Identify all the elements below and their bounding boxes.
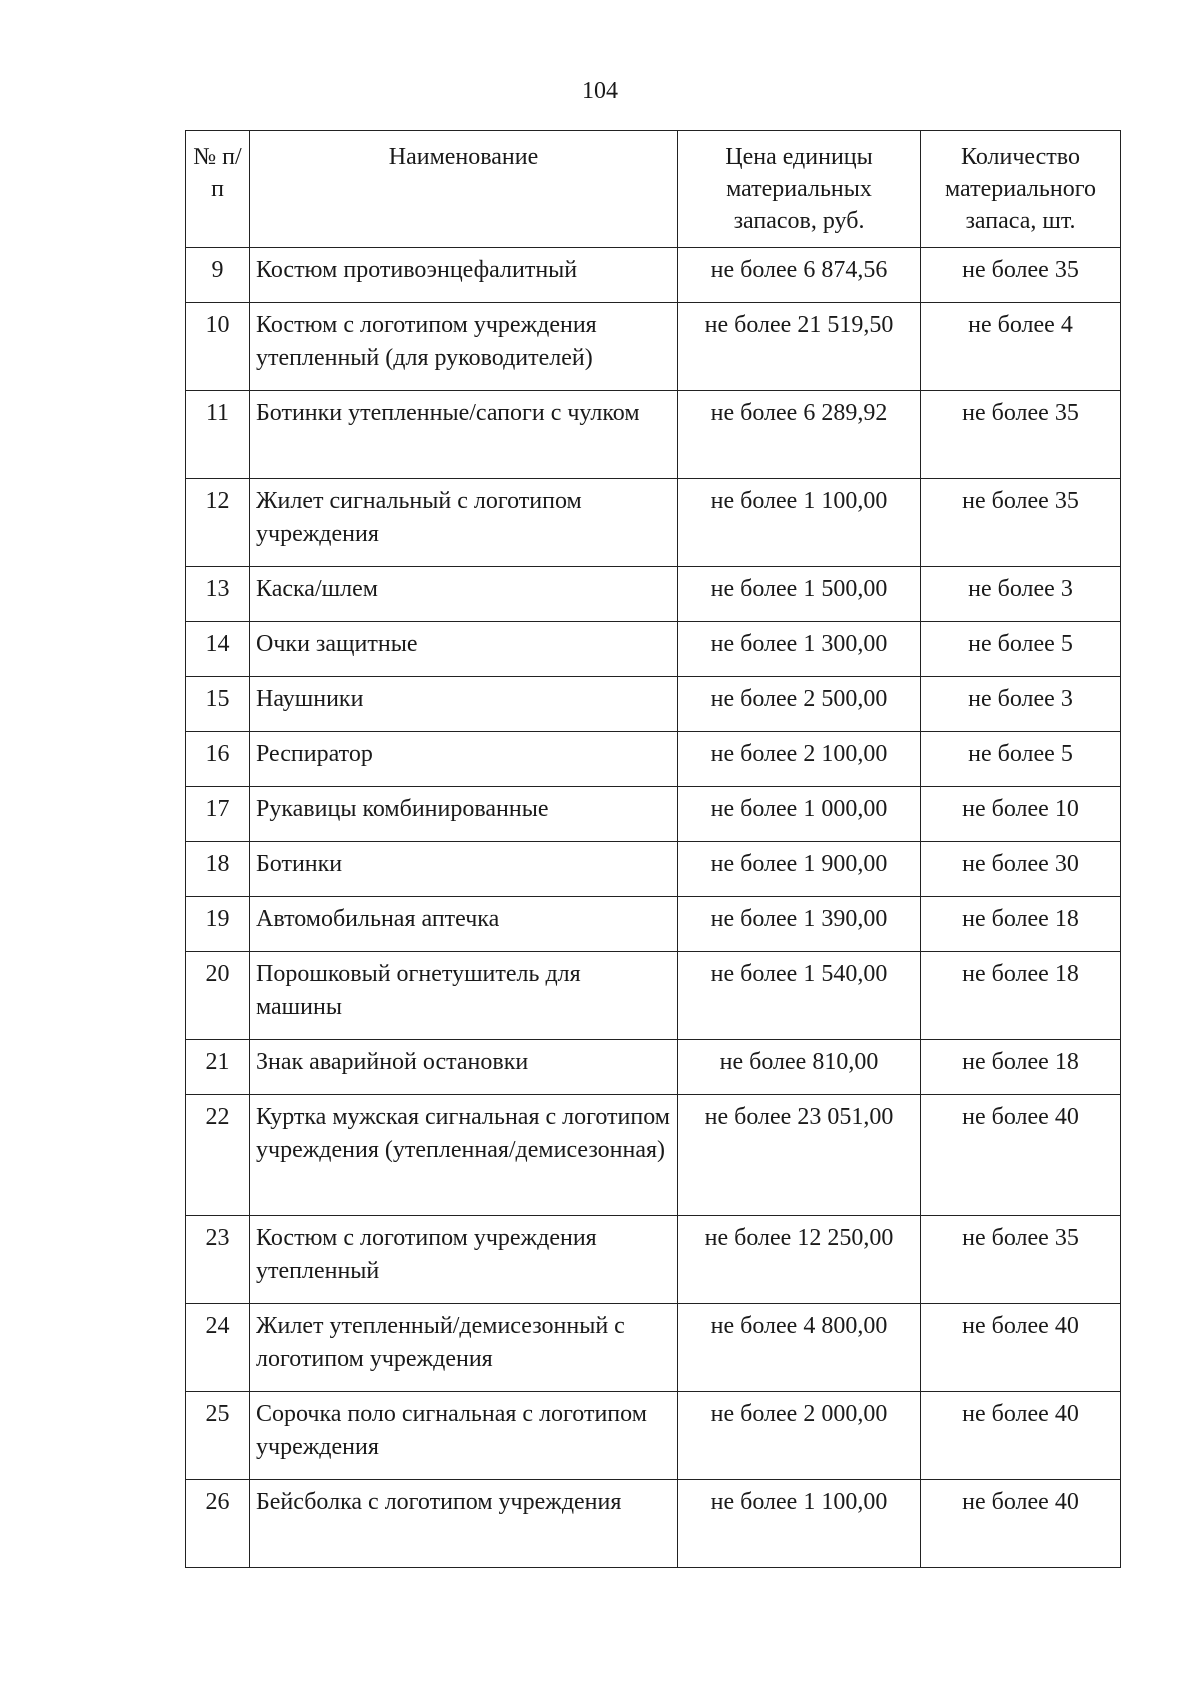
row-num: 24	[186, 1304, 250, 1392]
row-qty: не более 10	[921, 787, 1121, 842]
row-name: Наушники	[250, 677, 678, 732]
table-row	[186, 842, 1121, 897]
row-qty: не более 40	[921, 1392, 1121, 1480]
row-price: не более 12 250,00	[678, 1216, 921, 1304]
row-num: 17	[186, 787, 250, 842]
row-num: 13	[186, 567, 250, 622]
row-name: Автомобильная аптечка	[250, 897, 678, 952]
row-price: не более 4 800,00	[678, 1304, 921, 1392]
row-price: не более 1 100,00	[678, 479, 921, 567]
table-row	[186, 479, 1121, 567]
row-qty: не более 40	[921, 1480, 1121, 1568]
row-num: 15	[186, 677, 250, 732]
row-num: 14	[186, 622, 250, 677]
row-qty: не более 5	[921, 622, 1121, 677]
header-name: Наименование	[250, 131, 678, 248]
row-name: Рукавицы комбинированные	[250, 787, 678, 842]
table-row	[186, 1304, 1121, 1392]
row-price: не более 2 500,00	[678, 677, 921, 732]
row-num: 18	[186, 842, 250, 897]
row-qty: не более 35	[921, 391, 1121, 479]
header-num: № п/п	[186, 131, 250, 248]
row-num: 10	[186, 303, 250, 391]
row-num: 25	[186, 1392, 250, 1480]
table-header-row	[186, 131, 1121, 248]
row-qty: не более 18	[921, 1040, 1121, 1095]
row-qty: не более 3	[921, 677, 1121, 732]
row-num: 23	[186, 1216, 250, 1304]
header-qty: Количество материального запаса, шт.	[921, 131, 1121, 248]
row-num: 26	[186, 1480, 250, 1568]
table-row	[186, 1480, 1121, 1568]
row-num: 16	[186, 732, 250, 787]
row-price: не более 6 289,92	[678, 391, 921, 479]
row-name: Очки защитные	[250, 622, 678, 677]
row-qty: не более 35	[921, 248, 1121, 303]
materials-table	[185, 130, 1121, 1568]
row-price: не более 1 900,00	[678, 842, 921, 897]
row-qty: не более 18	[921, 897, 1121, 952]
row-price: не более 2 100,00	[678, 732, 921, 787]
row-price: не более 1 300,00	[678, 622, 921, 677]
row-qty: не более 30	[921, 842, 1121, 897]
row-num: 21	[186, 1040, 250, 1095]
row-qty: не более 3	[921, 567, 1121, 622]
table-row	[186, 787, 1121, 842]
table-row	[186, 952, 1121, 1040]
row-price: не более 1 390,00	[678, 897, 921, 952]
row-name: Костюм с логотипом учреждения утепленный (для руководителей)	[250, 303, 678, 391]
table-row	[186, 248, 1121, 303]
row-num: 9	[186, 248, 250, 303]
row-name: Куртка мужская сигнальная с логотипом учреждения (утепленная/демисезонная)	[250, 1095, 678, 1216]
row-price: не более 1 540,00	[678, 952, 921, 1040]
header-price: Цена единицы материальных запасов, руб.	[678, 131, 921, 248]
row-num: 22	[186, 1095, 250, 1216]
table-row	[186, 1040, 1121, 1095]
row-qty: не более 4	[921, 303, 1121, 391]
row-qty: не более 35	[921, 479, 1121, 567]
row-price: не более 6 874,56	[678, 248, 921, 303]
row-qty: не более 5	[921, 732, 1121, 787]
table-row	[186, 303, 1121, 391]
table-row	[186, 1216, 1121, 1304]
row-name: Респиратор	[250, 732, 678, 787]
row-name: Бейсболка с логотипом учреждения	[250, 1480, 678, 1568]
table-row	[186, 677, 1121, 732]
row-name: Каска/шлем	[250, 567, 678, 622]
row-name: Жилет утепленный/демисезонный с логотипом учреждения	[250, 1304, 678, 1392]
row-price: не более 23 051,00	[678, 1095, 921, 1216]
row-num: 20	[186, 952, 250, 1040]
row-qty: не более 18	[921, 952, 1121, 1040]
table-row	[186, 1392, 1121, 1480]
table-row	[186, 897, 1121, 952]
row-price: не более 1 000,00	[678, 787, 921, 842]
row-name: Знак аварийной остановки	[250, 1040, 678, 1095]
table-row	[186, 567, 1121, 622]
row-name: Ботинки	[250, 842, 678, 897]
row-name: Жилет сигнальный с логотипом учреждения	[250, 479, 678, 567]
row-price: не более 21 519,50	[678, 303, 921, 391]
row-num: 12	[186, 479, 250, 567]
row-qty: не более 35	[921, 1216, 1121, 1304]
row-num: 11	[186, 391, 250, 479]
table-row	[186, 732, 1121, 787]
row-qty: не более 40	[921, 1095, 1121, 1216]
row-price: не более 1 500,00	[678, 567, 921, 622]
table-row	[186, 391, 1121, 479]
row-qty: не более 40	[921, 1304, 1121, 1392]
row-name: Сорочка поло сигнальная с логотипом учреждения	[250, 1392, 678, 1480]
row-name: Порошковый огнетушитель для машины	[250, 952, 678, 1040]
row-price: не более 2 000,00	[678, 1392, 921, 1480]
table-row	[186, 622, 1121, 677]
row-price: не более 1 100,00	[678, 1480, 921, 1568]
page-number: 104	[582, 78, 618, 104]
row-num: 19	[186, 897, 250, 952]
row-name: Костюм противоэнцефалитный	[250, 248, 678, 303]
row-name: Ботинки утепленные/сапоги с чулком	[250, 391, 678, 479]
row-name: Костюм с логотипом учреждения утепленный	[250, 1216, 678, 1304]
row-price: не более 810,00	[678, 1040, 921, 1095]
table-row	[186, 1095, 1121, 1216]
